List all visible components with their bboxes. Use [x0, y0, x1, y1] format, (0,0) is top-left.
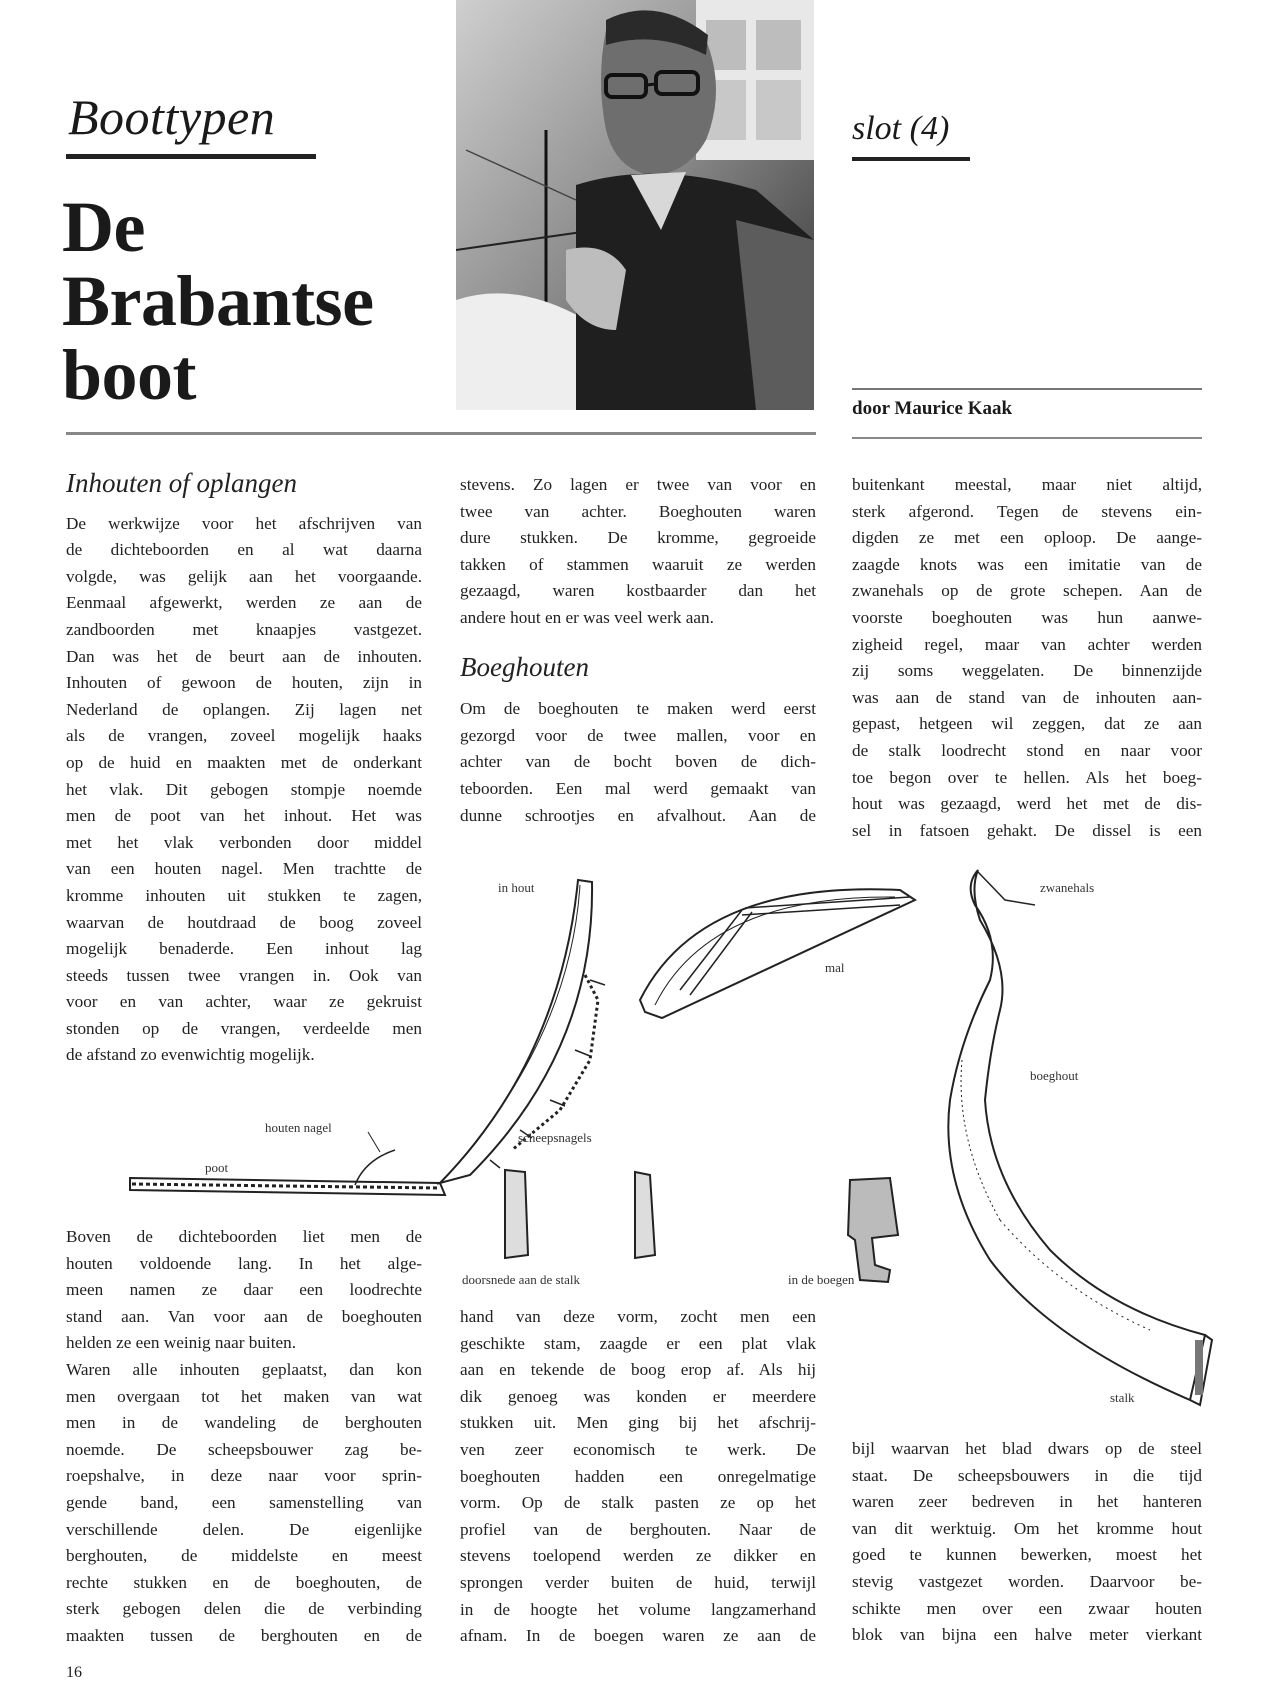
author-top-rule: [852, 388, 1202, 390]
text-line: in de hoogte het volume langzamerhand: [460, 1599, 816, 1619]
text-line: hand van deze vorm, zocht men een: [460, 1307, 816, 1326]
title-line: De: [62, 187, 145, 267]
section-heading-inhouten: Inhouten of oplangen: [66, 468, 297, 498]
text-line: vorm. Op de stalk pasten ze op het: [460, 1493, 816, 1513]
label-poot: poot: [205, 1160, 229, 1175]
label-houten-nagel: houten nagel: [265, 1120, 332, 1135]
cross-sections: [505, 1170, 898, 1282]
column-2-top: [460, 472, 816, 829]
text-line: waarvan de houtdraad de boog zoveel: [66, 912, 422, 932]
label-boeghout: boeghout: [1030, 1068, 1079, 1083]
label-mal: mal: [825, 960, 845, 975]
column-3-top: [852, 472, 1202, 844]
text-line: afnam. In de boegen waren ze aan de: [460, 1626, 816, 1646]
text-line: van een houten nagel. Men trachtte de: [66, 859, 422, 879]
text-line: geschikte stam, zaagde er een plat vlak: [460, 1333, 816, 1353]
text-line: Eenmaal afgewerkt, werden ze aan de: [66, 593, 422, 613]
text-line: stand aan. Van voor aan de boeghouten: [66, 1306, 422, 1326]
text-line: de stalk loodrecht stond en naar voor: [852, 740, 1202, 760]
text-line: aan en tekende de boog erop af. Als hij: [460, 1360, 816, 1380]
text-line: gezorgd voor de twee mallen, voor en: [460, 725, 816, 745]
text-line: van dit werktuig. Om het kromme hout: [852, 1518, 1202, 1538]
text-line: profiel van de berghouten. Naar de: [460, 1519, 816, 1539]
text-line: rechte stukken en de boeghouten, de: [66, 1572, 422, 1592]
text-line: was aan de stand van de inhouten aan-: [852, 687, 1202, 707]
text-line: ven zeer economisch te werk. De: [460, 1439, 816, 1459]
label-inhout: in hout: [498, 880, 535, 895]
text-line: goed te kunnen bewerken, moest het: [852, 1545, 1202, 1565]
text-line: stevens toelopend werden ze dikker en: [460, 1546, 816, 1566]
series-title: Boottypen: [68, 89, 276, 145]
column-2-bottom: [460, 1304, 816, 1650]
slot-underline: [852, 157, 970, 161]
author-bottom-rule: [852, 437, 1202, 439]
text-line: het vlak. Dit gebogen stompje noemde: [66, 779, 422, 799]
title-line: boot: [62, 335, 197, 415]
text-line: stevens. Zo lagen er twee van voor en: [460, 475, 816, 494]
text-line: sprongen verder buiten de huid, terwijl: [460, 1572, 816, 1592]
text-line: men overgaan tot het maken van wat: [66, 1386, 422, 1406]
text-line: met het vlak verbonden door middel: [66, 832, 422, 852]
series-underline: [66, 154, 316, 159]
text-line: berghouten, de middelste en meest: [66, 1546, 422, 1566]
text-line: houten voldoende lang. In het alge-: [66, 1253, 422, 1273]
text-line: men in de wandeling de berghouten: [66, 1413, 422, 1433]
text-line: stukken uit. Men ging bij het afschrij-: [460, 1413, 816, 1433]
label-scheepsnagels: scheepsnagels: [518, 1130, 592, 1145]
label-stalk: stalk: [1110, 1390, 1135, 1405]
boeghout-drawing: [948, 870, 1212, 1405]
text-line: sel in fatsoen gehakt. De dissel is een: [852, 820, 1202, 840]
column-1-bottom: [66, 1224, 422, 1650]
title-line: Brabantse: [62, 261, 374, 341]
text-line: gende band, een samenstelling van: [66, 1492, 422, 1512]
page-number: 16: [66, 1664, 82, 1681]
author-photo: [456, 0, 814, 410]
text-line: Inhouten of gewoon de houten, zijn in: [66, 673, 422, 693]
text-line: kromme inhouten uit stukken te zagen,: [66, 885, 422, 905]
text-line: maakten tussen de berghouten en de: [66, 1625, 422, 1645]
text-line: digden ze met een oploop. De aange-: [852, 528, 1202, 548]
text-line: schikte men over een zwaar houten: [852, 1598, 1202, 1618]
text-line: zigheid regel, maar van achter werden: [852, 634, 1202, 654]
text-line: Boven de dichteboorden liet men de: [66, 1227, 422, 1246]
text-line: stevig vastgezet worden. Daarvoor be-: [852, 1571, 1202, 1591]
inhout-drawing: [130, 880, 605, 1195]
text-line: stonden op de vrangen, verdeelde men: [66, 1018, 422, 1038]
text-line: Dan was het de beurt aan de inhouten.: [66, 646, 422, 666]
article-title: [62, 187, 374, 415]
text-line: voor en van achter, waar ze gekruist: [66, 992, 422, 1012]
label-in-de-boegen: in de boegen: [788, 1272, 855, 1287]
text-line: andere hout en er was veel werk aan.: [460, 607, 714, 627]
label-doorsnede: doorsnede aan de stalk: [462, 1272, 581, 1287]
text-line: zandboorden met knaapjes vastgezet.: [66, 619, 422, 639]
mal-drawing: [640, 889, 915, 1018]
text-line: dunne schrootjes en afvalhout. Aan de: [460, 805, 816, 825]
text-line: staat. De scheepsbouwers in die tijd: [852, 1465, 1202, 1485]
text-line: voorste boeghouten was hun aanwe-: [852, 607, 1202, 627]
text-line: meen namen ze daar een loodrechte: [66, 1280, 422, 1300]
text-line: Nederland de oplangen. Zij lagen net: [66, 699, 422, 719]
text-line: helden ze een weinig naar buiten.: [66, 1333, 297, 1353]
label-zwanehals: zwanehals: [1040, 880, 1095, 895]
text-line: op de huid en maakten met de onderkant: [66, 752, 422, 772]
text-line: sterk gebogen delen die de verbinding: [66, 1599, 422, 1619]
text-line: zaagde knots was een imitatie van de: [852, 554, 1202, 574]
text-line: mogelijk benaderde. Een inhout lag: [66, 939, 422, 959]
text-line: waren zeer bedreven in het hanteren: [852, 1492, 1202, 1512]
text-line: dure stukken. De kromme, gegroeide: [460, 528, 816, 548]
text-line: buitenkant meestal, maar niet altijd,: [852, 475, 1202, 494]
text-line: hout was gezaagd, werd het met de dis-: [852, 794, 1202, 814]
header-rule: [66, 432, 816, 435]
section-heading-boeghouten: Boeghouten: [460, 651, 589, 682]
text-line: blok van bijna een halve meter vierkant: [852, 1625, 1202, 1645]
series-part-label: slot (4): [852, 110, 950, 147]
text-line: gepast, hetgeen wil zeggen, dat ze aan: [852, 714, 1202, 734]
text-line: men de poot van het inhout. Het was: [66, 806, 422, 826]
text-line: verschillende delen. De eigenlijke: [66, 1519, 422, 1539]
text-line: boeghouten hadden een onregelmatige: [460, 1466, 816, 1486]
text-line: Om de boeghouten te maken werd eerst: [460, 699, 816, 719]
text-line: achter van de bocht boven de dich-: [460, 752, 816, 772]
text-line: takken of stammen waaruit ze werden: [460, 554, 816, 574]
text-line: volgde, was gelijk aan het voorgaande.: [66, 566, 422, 586]
text-line: twee van achter. Boeghouten waren: [460, 501, 816, 521]
text-line: De werkwijze voor het afschrijven van: [66, 513, 422, 533]
text-line: toe begon over te hellen. Als het boeg-: [852, 767, 1202, 787]
text-line: teboorden. Een mal werd gemaakt van: [460, 778, 816, 798]
text-line: steeds tussen twee vrangen in. Ook van: [66, 965, 422, 985]
byline: door Maurice Kaak: [852, 398, 1013, 419]
text-line: zwanehals op de grote schepen. Aan de: [852, 581, 1202, 601]
text-line: noemde. De scheepsbouwer zag be-: [66, 1439, 422, 1459]
text-line: dik genoeg was konden er meerdere: [460, 1386, 816, 1406]
text-line: Waren alle inhouten geplaatst, dan kon: [66, 1359, 422, 1379]
text-line: de afstand zo evenwichtig mogelijk.: [66, 1045, 315, 1065]
column-3-bottom: [852, 1436, 1202, 1649]
text-line: roepshalve, in deze naar voor sprin-: [66, 1466, 422, 1486]
text-line: de dichteboorden en al wat daarna: [66, 540, 422, 560]
text-line: gezaagd, waren kostbaarder dan het: [460, 581, 816, 601]
text-line: sterk afgerond. Tegen de stevens ein-: [852, 501, 1202, 521]
text-line: bijl waarvan het blad dwars op de steel: [852, 1439, 1202, 1458]
text-line: zij soms weggelaten. De binnenzijde: [852, 661, 1202, 681]
text-line: als de vrangen, zoveel mogelijk haaks: [66, 726, 422, 746]
